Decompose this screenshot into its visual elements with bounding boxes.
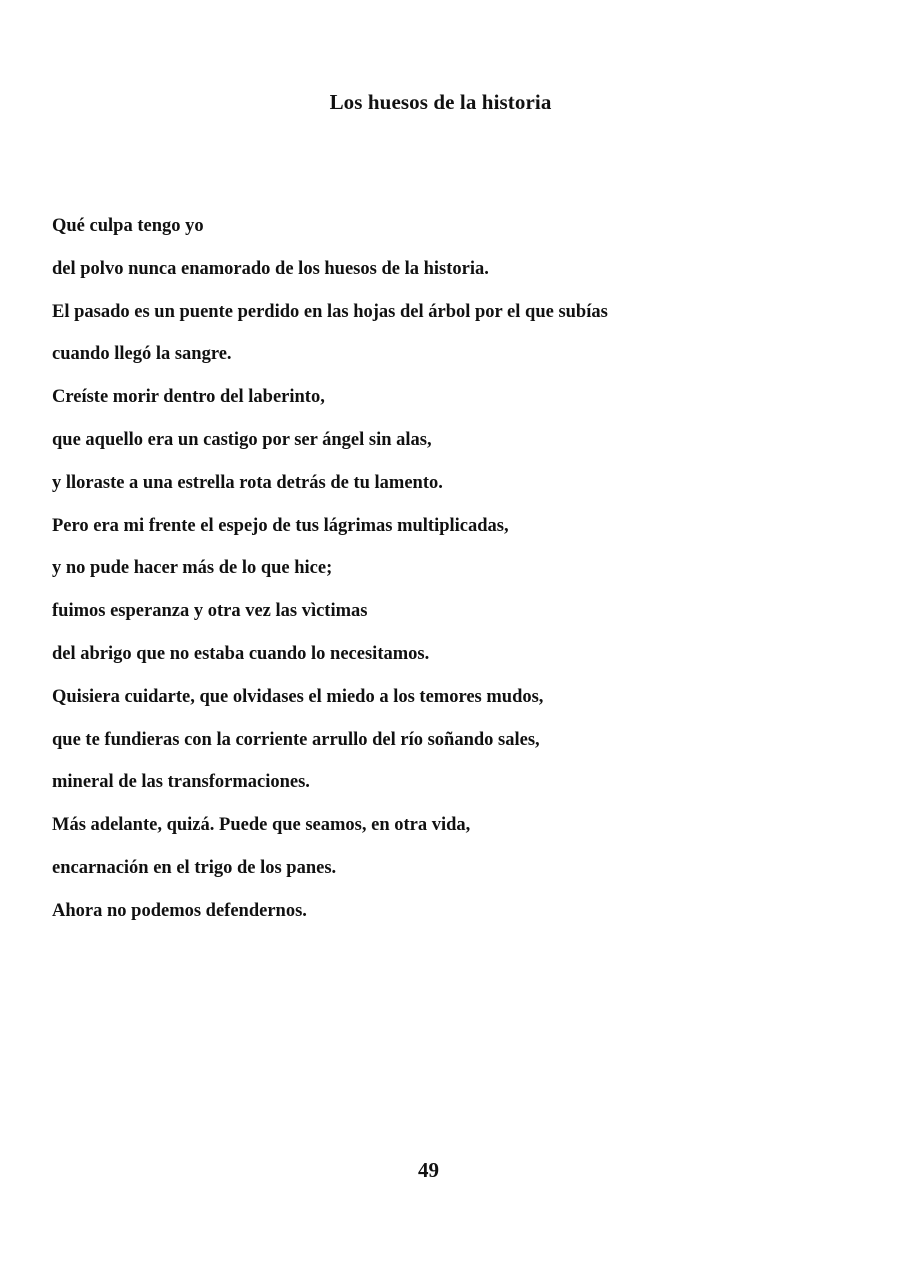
poem-line: mineral de las transformaciones.	[52, 772, 310, 793]
poem-line: que te fundieras con la corriente arrullo del río soñando sales,	[52, 729, 540, 750]
poem-line: Quisiera cuidarte, que olvidases el miedo a los temores mudos,	[52, 686, 544, 707]
poem-line: Qué culpa tengo yo	[52, 216, 204, 236]
poem-line: Creíste morir dentro del laberinto,	[52, 387, 325, 408]
poem-line: y no pude hacer más de lo que hice;	[52, 558, 333, 579]
poem-line: Pero era mi frente el espejo de tus lágrimas multiplicadas,	[52, 515, 509, 536]
poem-line: del abrigo que no estaba cuando lo necesitamos.	[52, 643, 430, 664]
poem-title: Los huesos de la historia	[329, 90, 552, 114]
poem-body	[52, 212, 872, 940]
poem-line: del polvo nunca enamorado de los huesos de la historia.	[52, 258, 489, 279]
poem-line: fuimos esperanza y otra vez las vìctimas	[52, 601, 368, 622]
page-number: 49	[418, 1158, 439, 1182]
poem-line: y lloraste a una estrella rota detrás de tu lamento.	[52, 472, 443, 493]
poem-line: que aquello era un castigo por ser ángel sin alas,	[52, 429, 432, 450]
poem-line: Más adelante, quizá. Puede que seamos, en otra vida,	[52, 815, 471, 836]
poem-line: encarnación en el trigo de los panes.	[52, 857, 337, 878]
poem-line: cuando llegó la sangre.	[52, 344, 232, 365]
poem-line: El pasado es un puente perdido en las hojas del árbol por el que subías	[52, 301, 608, 322]
poem-line: Ahora no podemos defendernos.	[52, 900, 307, 921]
